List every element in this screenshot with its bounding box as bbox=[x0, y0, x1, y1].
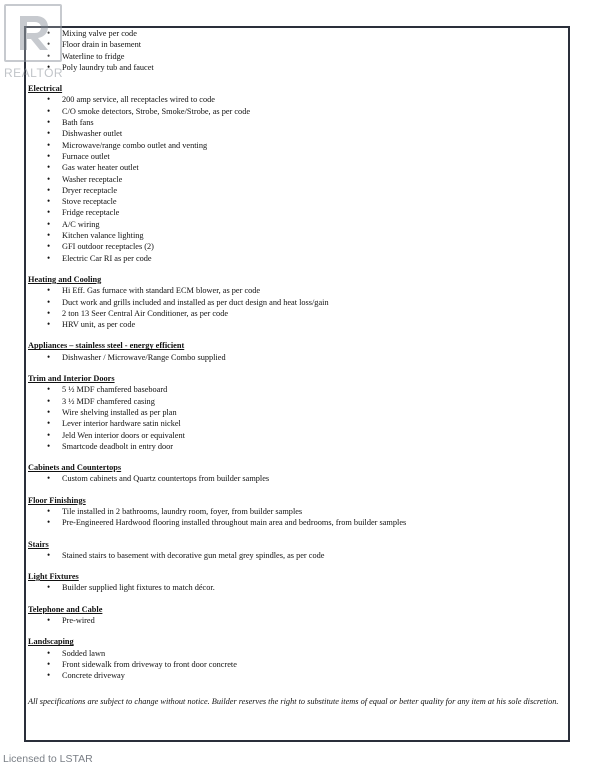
section-list-item: • Gas water heater outlet bbox=[28, 162, 566, 173]
spec-section bbox=[28, 636, 566, 681]
section-item-list bbox=[28, 473, 566, 484]
spec-section bbox=[28, 604, 566, 627]
section-list-item: • Pre-Engineered Hardwood flooring installed throughout main area and bedrooms, from builder samples bbox=[28, 517, 566, 528]
section-list-item: • Hi Eff. Gas furnace with standard ECM blower, as per code bbox=[28, 285, 566, 296]
section-list-item: • Concrete driveway bbox=[28, 670, 566, 681]
section-list-item: • Dishwasher outlet bbox=[28, 128, 566, 139]
section-list-item: • Washer receptacle bbox=[28, 174, 566, 185]
spec-section bbox=[28, 340, 566, 363]
section-list-item: • Tile installed in 2 bathrooms, laundry room, foyer, from builder samples bbox=[28, 506, 566, 517]
spec-section bbox=[28, 274, 566, 330]
realtor-logo bbox=[0, 0, 70, 84]
spec-section bbox=[28, 495, 566, 529]
section-list-item: • Custom cabinets and Quartz countertops from builder samples bbox=[28, 473, 566, 484]
spec-section bbox=[28, 373, 566, 452]
section-item-list bbox=[28, 550, 566, 561]
license-watermark: Licensed to LSTAR bbox=[3, 753, 93, 765]
section-list-item: • Kitchen valance lighting bbox=[28, 230, 566, 241]
realtor-r-glyph bbox=[12, 12, 54, 54]
section-title: Stairs bbox=[28, 539, 49, 549]
section-item-list bbox=[28, 94, 566, 263]
section-list-item: • C/O smoke detectors, Strobe, Smoke/Strobe, as per code bbox=[28, 106, 566, 117]
section-title: Heating and Cooling bbox=[28, 274, 102, 284]
section-title: Landscaping bbox=[28, 637, 74, 647]
section-list-item: • 3 ½ MDF chamfered casing bbox=[28, 396, 566, 407]
section-title: Floor Finishings bbox=[28, 495, 86, 505]
section-item-list bbox=[28, 506, 566, 529]
section-item-list bbox=[28, 615, 566, 626]
section-list-item: • A/C wiring bbox=[28, 219, 566, 230]
plumbing-list-item: • Floor drain in basement bbox=[28, 39, 566, 50]
realtor-r-icon bbox=[4, 4, 62, 62]
section-item-list bbox=[28, 648, 566, 682]
section-list-item: • Dryer receptacle bbox=[28, 185, 566, 196]
section-list-item: • Builder supplied light fixtures to match décor. bbox=[28, 582, 566, 593]
section-title: Trim and Interior Doors bbox=[28, 374, 115, 384]
section-list-item: • 200 amp service, all receptacles wired to code bbox=[28, 94, 566, 105]
section-list-item: • Jeld Wen interior doors or equivalent bbox=[28, 430, 566, 441]
section-title: Electrical bbox=[28, 84, 63, 94]
section-list-item: • Wire shelving installed as per plan bbox=[28, 407, 566, 418]
disclaimer-note: All specifications are subject to change without notice. Builder reserves the right to substitute items of equal or better quality for any item at his sole discretion. bbox=[28, 696, 559, 706]
plumbing-list-item: • Mixing valve per code bbox=[28, 28, 566, 39]
section-list-item: • Stove receptacle bbox=[28, 196, 566, 207]
section-list-item: • 2 ton 13 Seer Central Air Conditioner, as per code bbox=[28, 308, 566, 319]
plumbing-list bbox=[28, 28, 566, 73]
section-list-item: • Lever interior hardware satin nickel bbox=[28, 418, 566, 429]
section-list-item: • Front sidewalk from driveway to front door concrete bbox=[28, 659, 566, 670]
section-list-item: • 5 ½ MDF chamfered baseboard bbox=[28, 384, 566, 395]
section-list-item: • Smartcode deadbolt in entry door bbox=[28, 441, 566, 452]
section-title: Light Fixtures bbox=[28, 572, 79, 582]
sections-container bbox=[28, 83, 566, 681]
section-item-list bbox=[28, 582, 566, 593]
section-item-list bbox=[28, 384, 566, 452]
section-title: Cabinets and Countertops bbox=[28, 463, 122, 473]
section-list-item: • Sodded lawn bbox=[28, 648, 566, 659]
section-list-item: • Fridge receptacle bbox=[28, 207, 566, 218]
section-list-item: • Pre-wired bbox=[28, 615, 566, 626]
section-title: Appliances – stainless steel - energy efficient bbox=[28, 341, 185, 351]
realtor-wordmark: REALTOR bbox=[4, 66, 64, 80]
section-item-list bbox=[28, 352, 566, 363]
spec-section bbox=[28, 571, 566, 594]
specifications-document bbox=[28, 28, 566, 707]
section-title: Telephone and Cable bbox=[28, 604, 103, 614]
plumbing-list-item: • Poly laundry tub and faucet bbox=[28, 62, 566, 73]
section-list-item: • Bath fans bbox=[28, 117, 566, 128]
section-item-list bbox=[28, 285, 566, 330]
spec-section bbox=[28, 83, 566, 264]
section-list-item: • Dishwasher / Microwave/Range Combo supplied bbox=[28, 352, 566, 363]
section-list-item: • Electric Car RI as per code bbox=[28, 253, 566, 264]
section-list-item: • Furnace outlet bbox=[28, 151, 566, 162]
spec-section bbox=[28, 539, 566, 562]
section-list-item: • HRV unit, as per code bbox=[28, 319, 566, 330]
plumbing-list-item: • Waterline to fridge bbox=[28, 51, 566, 62]
section-list-item: • Duct work and grills included and installed as per duct design and heat loss/gain bbox=[28, 297, 566, 308]
section-list-item: • Stained stairs to basement with decorative gun metal grey spindles, as per code bbox=[28, 550, 566, 561]
section-list-item: • Microwave/range combo outlet and venting bbox=[28, 140, 566, 151]
section-list-item: • GFI outdoor receptacles (2) bbox=[28, 241, 566, 252]
spec-section bbox=[28, 462, 566, 485]
